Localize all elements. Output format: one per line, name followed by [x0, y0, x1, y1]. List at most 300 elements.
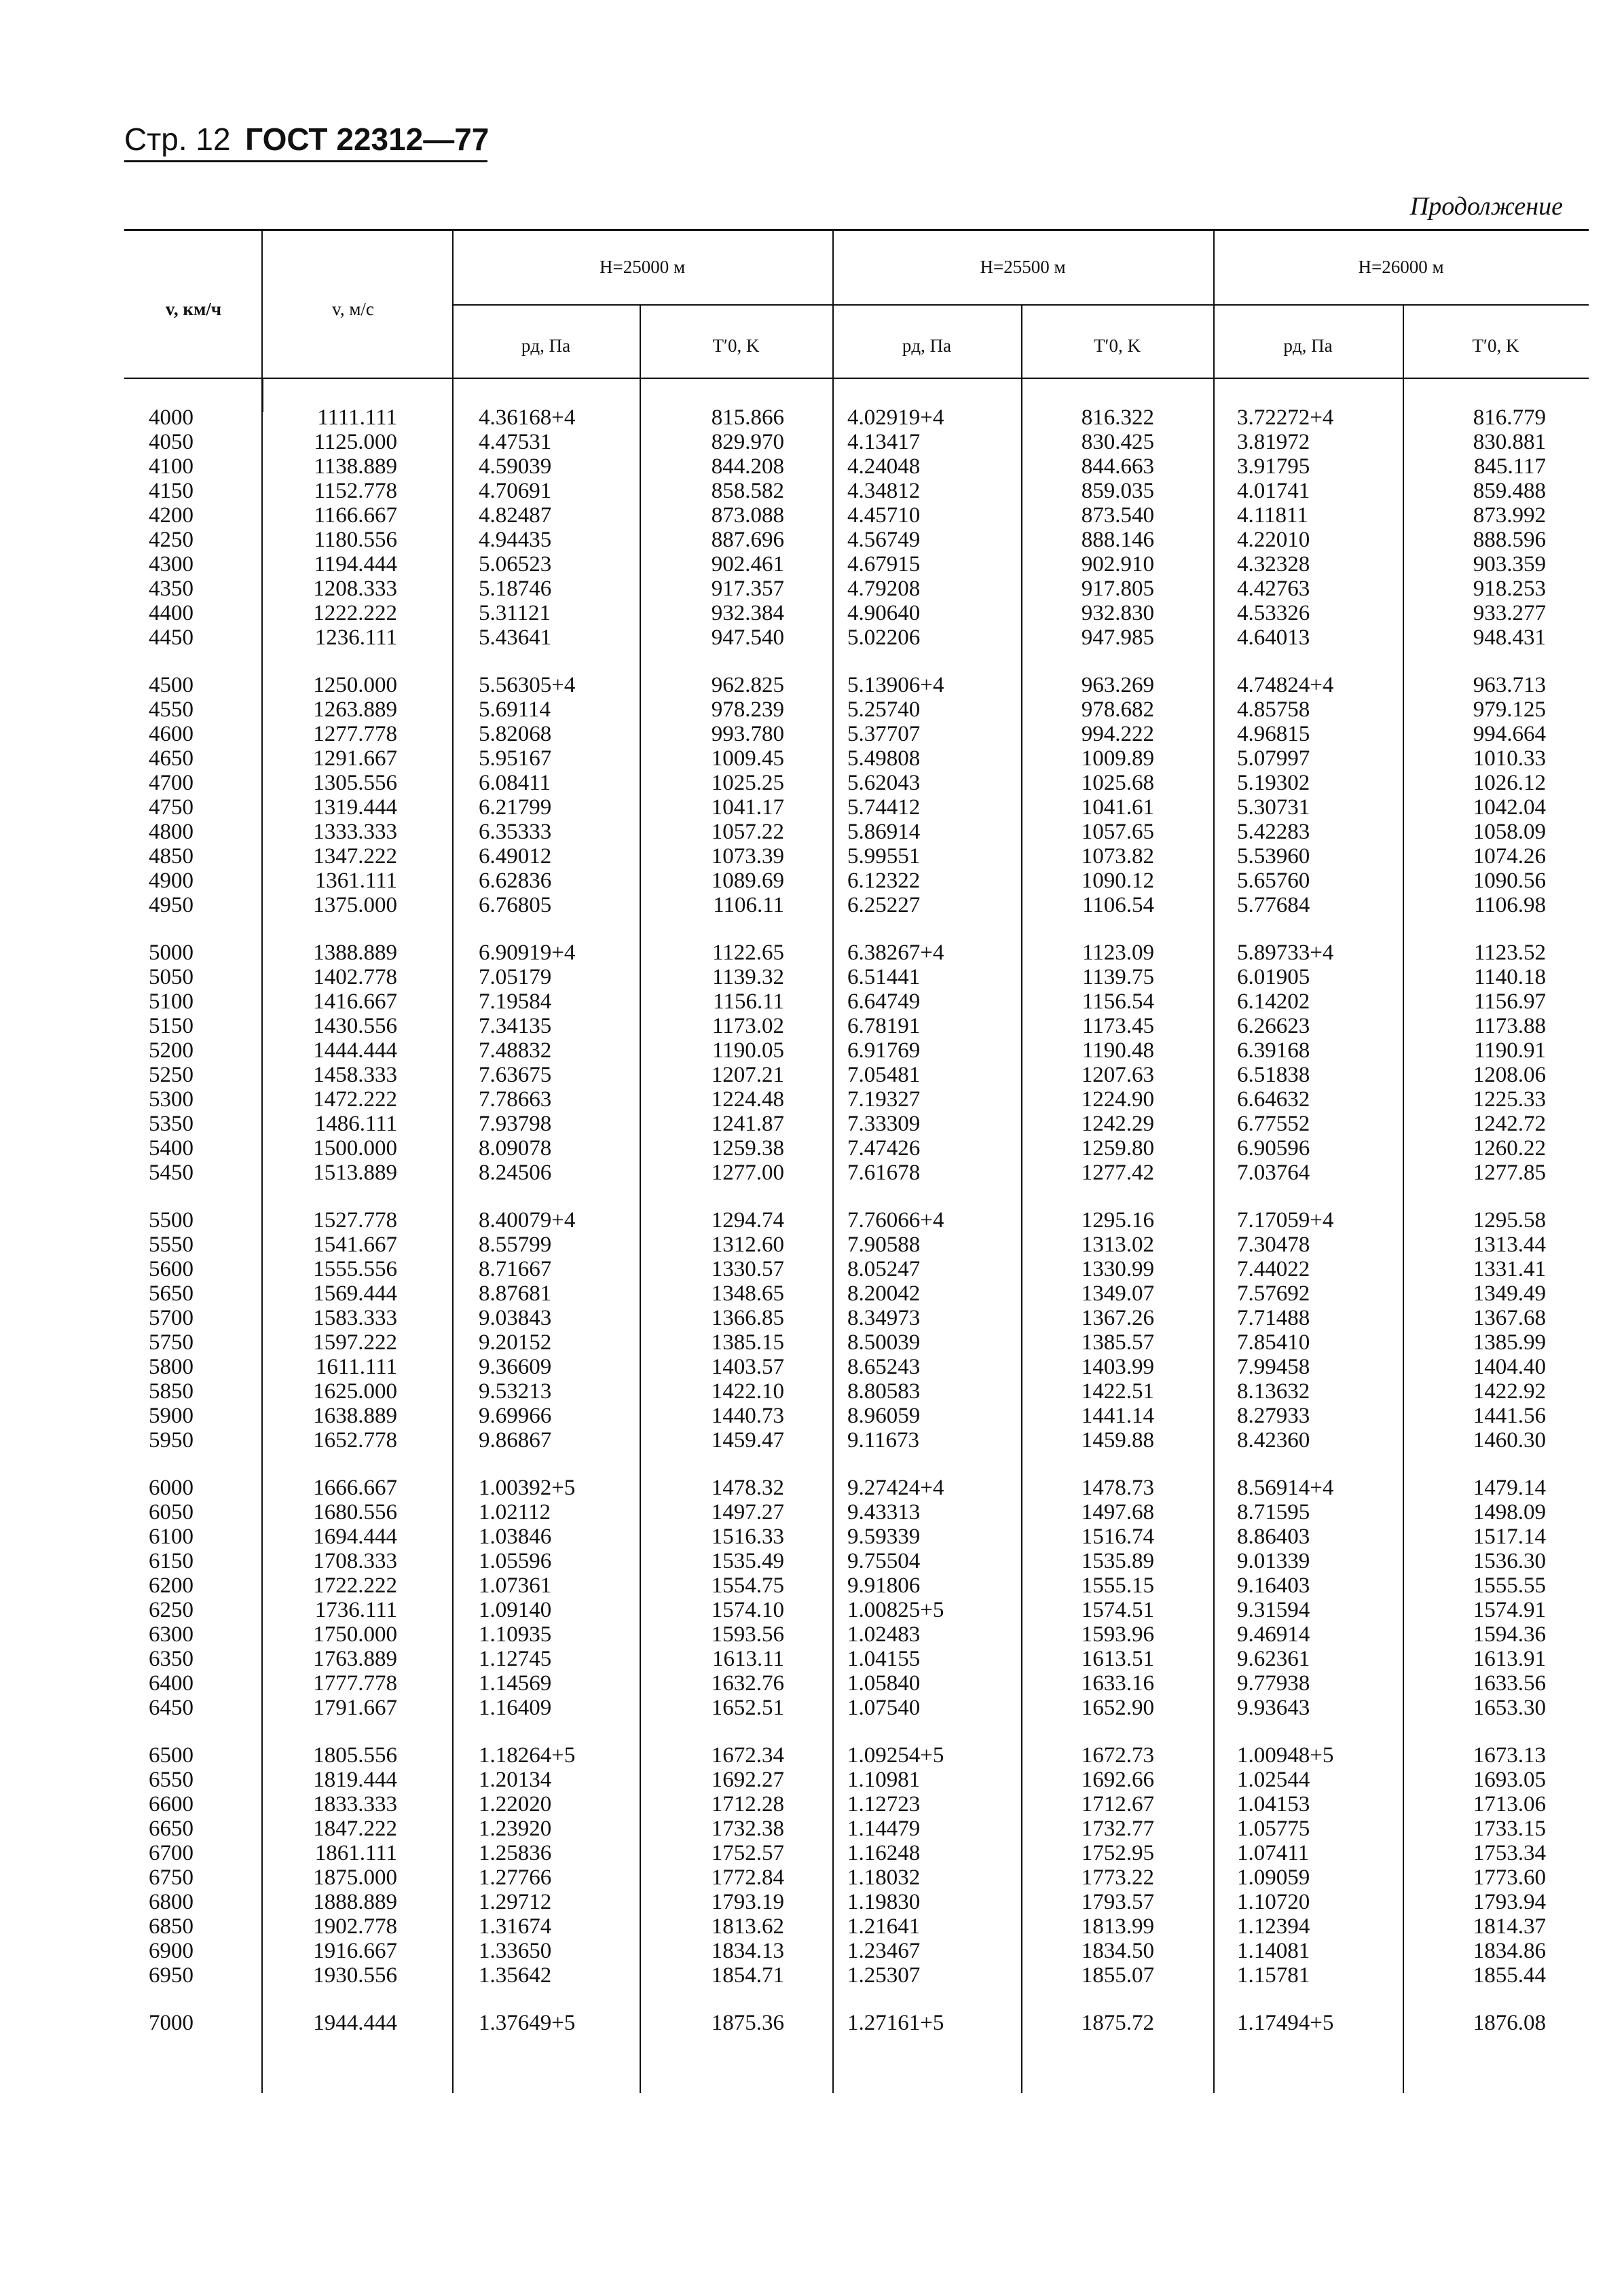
- cell-t0-25500: 994.222: [1081, 722, 1154, 746]
- cell-pd-25000: 9.69966: [479, 1404, 552, 1428]
- table-row: [0, 1257, 1624, 1281]
- cell-pd-25500: 5.49808: [847, 746, 921, 771]
- cell-pd-26000: 1.05775: [1237, 1817, 1310, 1841]
- cell-t0-26000: 1367.68: [1473, 1306, 1546, 1330]
- cell-t0-26000: 1498.09: [1473, 1500, 1546, 1525]
- cell-v-ms: 1430.556: [313, 1014, 397, 1038]
- cell-pd-25500: 9.75504: [847, 1549, 921, 1573]
- cell-v-ms: 1333.333: [313, 820, 397, 844]
- cell-pd-26000: 8.56914+4: [1237, 1476, 1334, 1500]
- cell-pd-25000: 1.09140: [479, 1598, 552, 1622]
- cell-t0-26000: 1208.06: [1473, 1063, 1546, 1087]
- cell-t0-26000: 1876.08: [1473, 2011, 1546, 2035]
- cell-v-kmh: 6300: [149, 1622, 193, 1647]
- cell-t0-25000: 1025.25: [711, 771, 784, 795]
- cell-t0-25500: 1855.07: [1081, 1963, 1154, 1988]
- standard-number: ГОСТ 22312—77: [245, 122, 490, 157]
- cell-v-ms: 1402.778: [313, 965, 397, 989]
- cell-pd-25000: 1.23920: [479, 1817, 552, 1841]
- cell-pd-25000: 1.18264+5: [479, 1743, 576, 1768]
- cell-pd-25500: 4.02919+4: [847, 405, 944, 430]
- table-row: [0, 1136, 1624, 1161]
- cell-t0-25000: 932.384: [711, 601, 784, 625]
- cell-pd-25000: 1.33650: [479, 1939, 552, 1963]
- cell-t0-26000: 1793.94: [1473, 1890, 1546, 1914]
- cell-pd-25000: 5.06523: [479, 552, 552, 577]
- cell-t0-25000: 1772.84: [711, 1865, 784, 1890]
- cell-t0-26000: 1404.40: [1473, 1355, 1546, 1379]
- cell-pd-25000: 5.95167: [479, 746, 552, 771]
- cell-pd-25500: 5.02206: [847, 625, 921, 650]
- cell-v-kmh: 5350: [149, 1112, 193, 1136]
- cell-pd-25500: 1.09254+5: [847, 1743, 944, 1768]
- cell-pd-25500: 5.86914: [847, 820, 921, 844]
- cell-v-ms: 1527.778: [313, 1208, 397, 1233]
- cell-t0-25500: 1613.51: [1081, 1647, 1154, 1671]
- cell-pd-25000: 6.49012: [479, 844, 552, 869]
- cell-t0-26000: 1855.44: [1473, 1963, 1546, 1988]
- cell-pd-25500: 1.12723: [847, 1792, 921, 1817]
- table-row: [0, 746, 1624, 771]
- cell-v-kmh: 5800: [149, 1355, 193, 1379]
- cell-t0-26000: 873.992: [1473, 503, 1546, 528]
- cell-pd-25000: 1.00392+5: [479, 1476, 576, 1500]
- table-row: [0, 1743, 1624, 1768]
- cell-pd-25000: 1.07361: [479, 1573, 552, 1598]
- table-row: [0, 1817, 1624, 1841]
- cell-t0-26000: 1422.92: [1473, 1379, 1546, 1404]
- cell-t0-25500: 1593.96: [1081, 1622, 1154, 1647]
- cell-t0-25000: 1366.85: [711, 1306, 784, 1330]
- cell-t0-25000: 1440.73: [711, 1404, 784, 1428]
- cell-v-ms: 1125.000: [314, 430, 397, 454]
- cell-v-kmh: 4250: [149, 528, 193, 552]
- cell-pd-25000: 4.59039: [479, 454, 552, 479]
- cell-t0-25500: 1190.48: [1082, 1038, 1154, 1063]
- cell-t0-25000: 858.582: [711, 479, 784, 503]
- cell-v-ms: 1833.333: [313, 1792, 397, 1817]
- table-row: [0, 771, 1624, 795]
- cell-pd-26000: 5.30731: [1237, 795, 1310, 820]
- cell-pd-25500: 9.91806: [847, 1573, 921, 1598]
- cell-v-kmh: 4500: [149, 673, 193, 697]
- cell-pd-25000: 6.62836: [479, 869, 552, 893]
- cell-pd-26000: 3.72272+4: [1237, 405, 1334, 430]
- cell-t0-25500: 1385.57: [1081, 1330, 1154, 1355]
- table-row: [0, 941, 1624, 965]
- cell-t0-26000: 1313.44: [1473, 1233, 1546, 1257]
- cell-t0-25000: 1173.02: [712, 1014, 784, 1038]
- cell-v-ms: 1944.444: [313, 2011, 397, 2035]
- cell-pd-26000: 1.10720: [1237, 1890, 1310, 1914]
- cell-t0-25000: 1224.48: [711, 1087, 784, 1112]
- table-row: [0, 405, 1624, 430]
- cell-t0-25000: 1009.45: [711, 746, 784, 771]
- cell-pd-26000: 1.04153: [1237, 1792, 1310, 1817]
- table-row: [0, 1914, 1624, 1939]
- cell-pd-25000: 6.76805: [479, 893, 552, 917]
- cell-pd-25500: 8.80583: [847, 1379, 921, 1404]
- cell-t0-25500: 1073.82: [1081, 844, 1154, 869]
- cell-pd-26000: 6.26623: [1237, 1014, 1310, 1038]
- cell-t0-25000: 1312.60: [711, 1233, 784, 1257]
- table-row: [0, 1038, 1624, 1063]
- cell-t0-25000: 829.970: [711, 430, 784, 454]
- cell-pd-26000: 1.15781: [1237, 1963, 1310, 1988]
- cell-pd-25000: 1.12745: [479, 1647, 552, 1671]
- cell-pd-26000: 9.77938: [1237, 1671, 1310, 1696]
- table-row: [0, 528, 1624, 552]
- cell-pd-25500: 6.38267+4: [847, 941, 944, 965]
- cell-t0-25000: 1613.11: [712, 1647, 784, 1671]
- cell-v-kmh: 6450: [149, 1696, 193, 1720]
- cell-t0-25000: 1692.27: [711, 1768, 784, 1792]
- cell-v-ms: 1625.000: [313, 1379, 397, 1404]
- cell-v-ms: 1555.556: [313, 1257, 397, 1281]
- cell-t0-25500: 1259.80: [1081, 1136, 1154, 1161]
- col-header-pd: pд, Па: [1283, 335, 1333, 356]
- cell-pd-25500: 8.96059: [847, 1404, 921, 1428]
- cell-v-ms: 1194.444: [314, 552, 397, 577]
- cell-pd-25000: 7.19584: [479, 989, 552, 1014]
- cell-v-ms: 1416.667: [313, 989, 397, 1014]
- cell-v-ms: 1291.667: [313, 746, 397, 771]
- cell-pd-26000: 5.53960: [1237, 844, 1310, 869]
- cell-v-kmh: 5450: [149, 1161, 193, 1185]
- table-row: [0, 1281, 1624, 1306]
- cell-v-kmh: 4350: [149, 577, 193, 601]
- cell-t0-25000: 902.461: [711, 552, 784, 577]
- cell-pd-25000: 1.03846: [479, 1525, 552, 1549]
- cell-v-kmh: 6700: [149, 1841, 193, 1865]
- cell-t0-25500: 1123.09: [1082, 941, 1154, 965]
- table-row: [0, 869, 1624, 893]
- cell-v-kmh: 6150: [149, 1549, 193, 1573]
- cell-v-kmh: 6050: [149, 1500, 193, 1525]
- cell-pd-26000: 9.31594: [1237, 1598, 1310, 1622]
- cell-v-ms: 1708.333: [313, 1549, 397, 1573]
- cell-v-ms: 1583.333: [313, 1306, 397, 1330]
- cell-t0-25000: 1497.27: [711, 1500, 784, 1525]
- cell-pd-25500: 9.59339: [847, 1525, 921, 1549]
- cell-pd-25500: 5.74412: [847, 795, 921, 820]
- cell-t0-26000: 845.117: [1473, 454, 1546, 479]
- cell-pd-26000: 1.09059: [1237, 1865, 1310, 1890]
- cell-t0-25000: 1854.71: [711, 1963, 784, 1988]
- cell-t0-25500: 873.540: [1081, 503, 1154, 528]
- cell-pd-26000: 6.77552: [1237, 1112, 1310, 1136]
- cell-pd-25000: 7.48832: [479, 1038, 552, 1063]
- cell-v-ms: 1888.889: [313, 1890, 397, 1914]
- cell-v-kmh: 4550: [149, 697, 193, 722]
- cell-t0-25500: 1422.51: [1081, 1379, 1154, 1404]
- table-row: [0, 479, 1624, 503]
- cell-t0-25000: 1422.10: [711, 1379, 784, 1404]
- cell-pd-26000: 6.39168: [1237, 1038, 1310, 1063]
- cell-t0-26000: 1517.14: [1473, 1525, 1546, 1549]
- cell-v-kmh: 4750: [149, 795, 193, 820]
- cell-t0-25000: 873.088: [711, 503, 784, 528]
- cell-pd-25500: 1.04155: [847, 1647, 921, 1671]
- cell-v-ms: 1236.111: [314, 625, 397, 650]
- cell-t0-25500: 1295.16: [1081, 1208, 1154, 1233]
- cell-t0-26000: 1733.15: [1473, 1817, 1546, 1841]
- cell-pd-26000: 7.30478: [1237, 1233, 1310, 1257]
- cell-v-kmh: 5250: [149, 1063, 193, 1087]
- cell-t0-25500: 1875.72: [1081, 2011, 1154, 2035]
- table-row: [0, 1087, 1624, 1112]
- cell-pd-25000: 1.10935: [479, 1622, 552, 1647]
- cell-t0-25000: 1813.62: [711, 1914, 784, 1939]
- cell-pd-26000: 8.27933: [1237, 1404, 1310, 1428]
- cell-t0-26000: 1010.33: [1473, 746, 1546, 771]
- group-title-h25500: H=25500 м: [980, 257, 1066, 277]
- cell-t0-25000: 947.540: [711, 625, 784, 650]
- cell-v-ms: 1513.889: [313, 1161, 397, 1185]
- cell-pd-26000: 9.62361: [1237, 1647, 1310, 1671]
- cell-pd-26000: 6.14202: [1237, 989, 1310, 1014]
- cell-pd-26000: 7.71488: [1237, 1306, 1310, 1330]
- cell-v-kmh: 5750: [149, 1330, 193, 1355]
- cell-pd-25500: 9.43313: [847, 1500, 921, 1525]
- cell-v-ms: 1486.111: [314, 1112, 397, 1136]
- cell-t0-25000: 815.866: [711, 405, 784, 430]
- cell-pd-25500: 8.34973: [847, 1306, 921, 1330]
- cell-t0-25000: 1122.65: [712, 941, 784, 965]
- cell-v-ms: 1652.778: [313, 1428, 397, 1453]
- cell-t0-25500: 830.425: [1081, 430, 1154, 454]
- table-row: [0, 1671, 1624, 1696]
- table-row: [0, 2011, 1624, 2035]
- cell-v-ms: 1166.667: [314, 503, 397, 528]
- cell-pd-25000: 6.08411: [479, 771, 551, 795]
- cell-t0-26000: 1753.34: [1473, 1841, 1546, 1865]
- cell-t0-25500: 1057.65: [1081, 820, 1154, 844]
- cell-v-ms: 1763.889: [313, 1647, 397, 1671]
- cell-pd-26000: 9.16403: [1237, 1573, 1310, 1598]
- cell-t0-25500: 1516.74: [1081, 1525, 1154, 1549]
- table-row: [0, 577, 1624, 601]
- table-row: [0, 1647, 1624, 1671]
- cell-t0-26000: 1349.49: [1473, 1281, 1546, 1306]
- cell-pd-25500: 7.19327: [847, 1087, 921, 1112]
- cell-pd-25000: 1.02112: [479, 1500, 551, 1525]
- cell-t0-26000: 903.359: [1473, 552, 1546, 577]
- cell-t0-26000: 1042.04: [1473, 795, 1546, 820]
- cell-t0-25500: 1207.63: [1081, 1063, 1154, 1087]
- table-row: [0, 697, 1624, 722]
- cell-v-kmh: 4300: [149, 552, 193, 577]
- cell-pd-26000: 7.03764: [1237, 1161, 1310, 1185]
- cell-pd-25000: 8.55799: [479, 1233, 552, 1257]
- table-row: [0, 1525, 1624, 1549]
- cell-t0-26000: 830.881: [1473, 430, 1546, 454]
- cell-v-ms: 1472.222: [313, 1087, 397, 1112]
- cell-pd-25000: 1.27766: [479, 1865, 552, 1890]
- cell-v-ms: 1694.444: [313, 1525, 397, 1549]
- cell-pd-25500: 1.00825+5: [847, 1598, 944, 1622]
- cell-t0-26000: 888.596: [1473, 528, 1546, 552]
- cell-pd-25000: 8.87681: [479, 1281, 552, 1306]
- cell-t0-25500: 816.322: [1081, 405, 1154, 430]
- cell-v-ms: 1208.333: [313, 577, 397, 601]
- cell-pd-25500: 7.61678: [847, 1161, 921, 1185]
- cell-v-ms: 1388.889: [313, 941, 397, 965]
- cell-pd-26000: 4.53326: [1237, 601, 1310, 625]
- cell-v-kmh: 5400: [149, 1136, 193, 1161]
- cell-v-kmh: 5300: [149, 1087, 193, 1112]
- cell-pd-26000: 6.01905: [1237, 965, 1310, 989]
- cell-t0-25500: 947.985: [1081, 625, 1154, 650]
- cell-t0-25500: 1025.68: [1081, 771, 1154, 795]
- cell-v-kmh: 5700: [149, 1306, 193, 1330]
- cell-pd-25500: 6.12322: [847, 869, 921, 893]
- cell-pd-25000: 4.36168+4: [479, 405, 576, 430]
- cell-v-ms: 1541.667: [313, 1233, 397, 1257]
- cell-pd-25000: 9.86867: [479, 1428, 552, 1453]
- cell-t0-26000: 1673.13: [1473, 1743, 1546, 1768]
- table-row: [0, 1963, 1624, 1988]
- cell-v-ms: 1750.000: [313, 1622, 397, 1647]
- cell-t0-25000: 1574.10: [711, 1598, 784, 1622]
- table-row: [0, 1622, 1624, 1647]
- cell-v-kmh: 5050: [149, 965, 193, 989]
- cell-v-ms: 1180.556: [314, 528, 397, 552]
- table-row: [0, 1063, 1624, 1087]
- cell-pd-26000: 9.93643: [1237, 1696, 1310, 1720]
- cell-v-ms: 1875.000: [313, 1865, 397, 1890]
- cell-t0-26000: 1693.05: [1473, 1768, 1546, 1792]
- cell-v-kmh: 4700: [149, 771, 193, 795]
- cell-v-kmh: 5100: [149, 989, 193, 1014]
- cell-pd-25000: 1.22020: [479, 1792, 552, 1817]
- cell-v-kmh: 4800: [149, 820, 193, 844]
- cell-t0-25500: 1313.02: [1081, 1233, 1154, 1257]
- table-row: [0, 844, 1624, 869]
- group-title-h26000: H=26000 м: [1358, 257, 1444, 277]
- cell-t0-26000: 1773.60: [1473, 1865, 1546, 1890]
- cell-v-kmh: 6900: [149, 1939, 193, 1963]
- cell-t0-25500: 1633.16: [1081, 1671, 1154, 1696]
- cell-pd-25500: 5.13906+4: [847, 673, 944, 697]
- table-row: [0, 1768, 1624, 1792]
- cell-t0-26000: 1834.86: [1473, 1939, 1546, 1963]
- table-row: [0, 673, 1624, 697]
- cell-t0-25000: 1241.87: [711, 1112, 784, 1136]
- cell-pd-25000: 5.43641: [479, 625, 552, 650]
- cell-v-kmh: 6550: [149, 1768, 193, 1792]
- table-row: [0, 1549, 1624, 1573]
- table-row: [0, 625, 1624, 650]
- cell-v-kmh: 4650: [149, 746, 193, 771]
- cell-pd-25500: 8.05247: [847, 1257, 921, 1281]
- cell-pd-26000: 5.65760: [1237, 869, 1310, 893]
- cell-t0-25000: 1190.05: [712, 1038, 784, 1063]
- cell-pd-25500: 7.33309: [847, 1112, 921, 1136]
- cell-t0-25500: 1403.99: [1081, 1355, 1154, 1379]
- cell-v-kmh: 4850: [149, 844, 193, 869]
- cell-pd-26000: 8.42360: [1237, 1428, 1310, 1453]
- cell-v-kmh: 4100: [149, 454, 193, 479]
- cell-pd-25000: 1.16409: [479, 1696, 552, 1720]
- cell-pd-26000: 1.02544: [1237, 1768, 1310, 1792]
- cell-pd-26000: 4.32328: [1237, 552, 1310, 577]
- cell-v-kmh: 4450: [149, 625, 193, 650]
- table-row: [0, 503, 1624, 528]
- cell-pd-25500: 5.99551: [847, 844, 921, 869]
- cell-pd-26000: 3.91795: [1237, 454, 1310, 479]
- cell-t0-25500: 1672.73: [1081, 1743, 1154, 1768]
- cell-pd-26000: 7.57692: [1237, 1281, 1310, 1306]
- cell-v-kmh: 5850: [149, 1379, 193, 1404]
- cell-v-ms: 1152.778: [314, 479, 397, 503]
- cell-pd-25000: 5.31121: [479, 601, 551, 625]
- table-row: [0, 1330, 1624, 1355]
- cell-v-ms: 1847.222: [313, 1817, 397, 1841]
- cell-t0-25500: 917.805: [1081, 577, 1154, 601]
- cell-v-ms: 1819.444: [313, 1768, 397, 1792]
- cell-v-ms: 1611.111: [315, 1355, 397, 1379]
- cell-pd-25500: 9.27424+4: [847, 1476, 944, 1500]
- cell-t0-26000: 1331.41: [1473, 1257, 1546, 1281]
- cell-pd-25000: 6.21799: [479, 795, 552, 820]
- cell-t0-25000: 1089.69: [711, 869, 784, 893]
- cell-t0-25500: 1732.77: [1081, 1817, 1154, 1841]
- table-row: [0, 1598, 1624, 1622]
- cell-v-kmh: 5600: [149, 1257, 193, 1281]
- cell-pd-26000: 7.85410: [1237, 1330, 1310, 1355]
- cell-v-kmh: 5500: [149, 1208, 193, 1233]
- cell-pd-25000: 7.05179: [479, 965, 552, 989]
- cell-v-ms: 1444.444: [313, 1038, 397, 1063]
- col-header-v-ms: v, м/с: [332, 299, 374, 319]
- cell-t0-26000: 918.253: [1473, 577, 1546, 601]
- cell-v-ms: 1305.556: [313, 771, 397, 795]
- cell-t0-26000: 1441.56: [1473, 1404, 1546, 1428]
- table-row: [0, 965, 1624, 989]
- cell-v-ms: 1375.000: [313, 893, 397, 917]
- cell-t0-25000: 1652.51: [711, 1696, 784, 1720]
- cell-pd-26000: 1.07411: [1237, 1841, 1310, 1865]
- cell-t0-26000: 1555.55: [1473, 1573, 1546, 1598]
- cell-t0-25000: 1106.11: [713, 893, 784, 917]
- cell-t0-25000: 1732.38: [711, 1817, 784, 1841]
- cell-t0-26000: 1385.99: [1473, 1330, 1546, 1355]
- cell-pd-26000: 9.46914: [1237, 1622, 1310, 1647]
- cell-t0-25000: 1593.56: [711, 1622, 784, 1647]
- cell-v-kmh: 6250: [149, 1598, 193, 1622]
- cell-pd-25500: 4.45710: [847, 503, 921, 528]
- cell-v-kmh: 5000: [149, 941, 193, 965]
- cell-pd-25000: 8.71667: [479, 1257, 552, 1281]
- cell-t0-25000: 1554.75: [711, 1573, 784, 1598]
- cell-t0-26000: 1594.36: [1473, 1622, 1546, 1647]
- cell-t0-25000: 887.696: [711, 528, 784, 552]
- cell-pd-25500: 1.02483: [847, 1622, 921, 1647]
- cell-t0-25500: 963.269: [1081, 673, 1154, 697]
- table-row: [0, 1161, 1624, 1185]
- cell-pd-25000: 5.82068: [479, 722, 552, 746]
- cell-pd-26000: 8.13632: [1237, 1379, 1310, 1404]
- cell-pd-25000: 8.09078: [479, 1136, 552, 1161]
- cell-t0-25500: 1459.88: [1081, 1428, 1154, 1453]
- table-row: [0, 1476, 1624, 1500]
- cell-v-kmh: 4950: [149, 893, 193, 917]
- cell-pd-26000: 4.22010: [1237, 528, 1310, 552]
- cell-v-kmh: 6950: [149, 1963, 193, 1988]
- cell-t0-26000: 1460.30: [1473, 1428, 1546, 1453]
- cell-pd-25500: 6.91769: [847, 1038, 921, 1063]
